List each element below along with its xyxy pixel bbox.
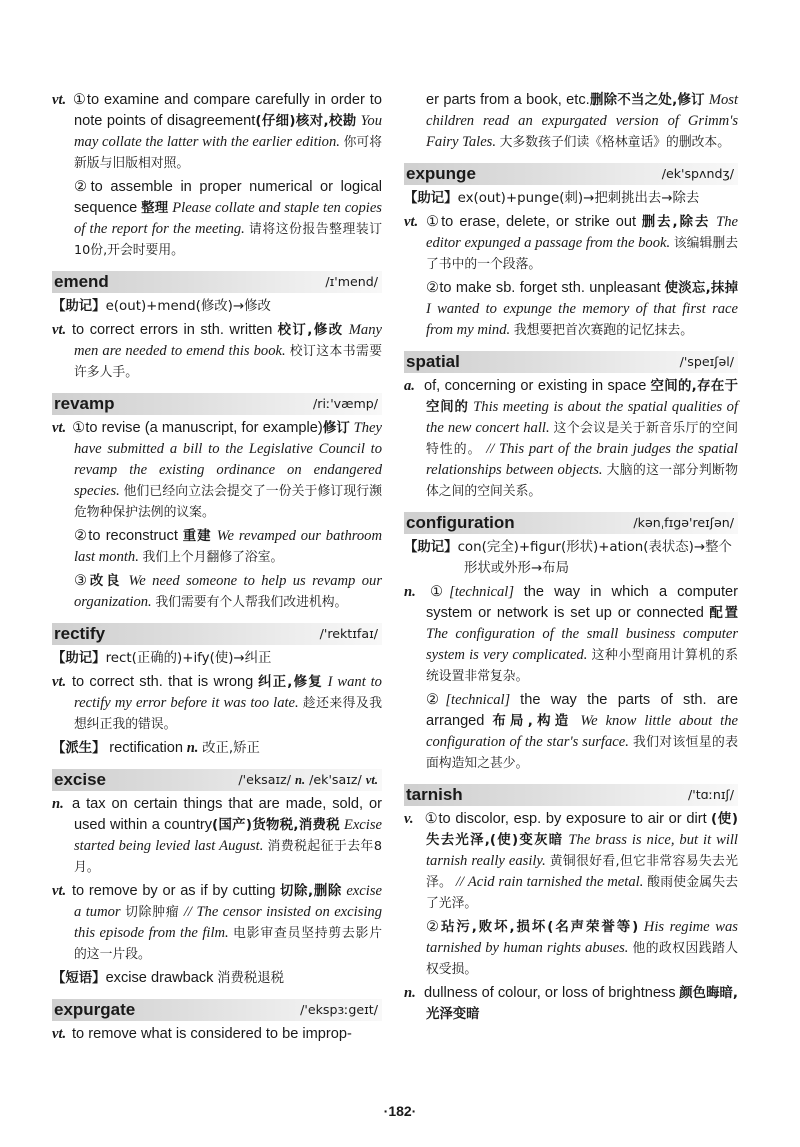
headword-configuration: configuration xyxy=(406,513,515,532)
headword-bar-expurgate xyxy=(52,999,382,1021)
headword-bar-rectify xyxy=(52,623,382,645)
headword-bar-expunge xyxy=(404,163,738,185)
headword-bar-spatial xyxy=(404,351,738,373)
headword-spatial: spatial xyxy=(406,352,460,371)
pronunciation-rectify: /'rektɪfaɪ/ xyxy=(319,626,378,641)
mnemonic-configuration: 【助记】con(完全)+figur(形状)+ation(表状态)→整个形状或外形→布局 xyxy=(404,540,732,576)
tarnish-definition-2: ②玷污,败坏,损坏(名声荣誉等) His regime was tarnished by human rights abuses. 他的政权因践踏人权受损。 xyxy=(426,919,738,977)
revamp-definition-3: ③改良 We need someone to help us revamp our organization. 我们需要有个人帮我们改进机构。 xyxy=(74,573,382,610)
mnemonic-emend: 【助记】e(out)+mend(修改)→修改 xyxy=(52,299,271,314)
headword-bar-emend xyxy=(52,271,382,293)
headword-bar-excise xyxy=(52,769,382,791)
rectify-definition: vt. to correct sth. that is wrong 纠正,修复 I want to rectify my error before it was too late. 趁还来得及我想纠正我的错误。 xyxy=(52,674,382,732)
phrase-excise: 【短语】excise drawback 消费税退税 xyxy=(52,970,285,986)
page-number: ·182· xyxy=(383,1103,417,1119)
headword-tarnish: tarnish xyxy=(406,785,463,804)
headword-bar-tarnish xyxy=(404,784,738,806)
collate-definition-1: vt. ①to examine and compare carefully in order to note points of disagreement(仔细)核对,校勘 You may collate the latter with the earlier edition. 你可将新版与旧版相对照。 xyxy=(52,92,383,171)
spatial-definition: a. of, concerning or existing in space 空间的,存在于空间的 This meeting is about the spatial qualities of the new concert hall. 这个会议是关于新音乐厅的空间特性的。 // This part of the brain judges the spatial relationships between objects. 大脑的这一部分判断物体之间的空间关系。 xyxy=(404,378,739,499)
mnemonic-rectify: 【助记】rect(正确的)+ify(使)→纠正 xyxy=(52,651,272,666)
headword-bar-configuration xyxy=(404,512,738,534)
left-column xyxy=(52,0,382,1048)
pronunciation-revamp: /riː'væmp/ xyxy=(313,396,378,411)
pronunciation-configuration: /kənˌfɪgə'reɪʃən/ xyxy=(633,515,734,530)
right-column xyxy=(404,0,738,1028)
collate-definition-2: ②to assemble in proper numerical or logical sequence 整理 Please collate and staple ten copies of the report for the meeting. 请将这份报告整理装订10份,开会时要用。 xyxy=(74,179,382,258)
excise-definition-verb: vt. to remove by or as if by cutting 切除,删除 excise a tumor 切除肿瘤 // The censor insisted on excising this episode from the film. 电影审查员坚持剪去影片的这一片段。 xyxy=(52,883,383,962)
headword-expunge: expunge xyxy=(406,164,476,183)
expunge-definition-1: vt. ①to erase, delete, or strike out 删去,除去 The editor expunged a passage from the book. 该编辑删去了书中的一个段落。 xyxy=(404,214,738,272)
pronunciation-excise: /'eksaɪz/ n. /ek'saɪz/ vt. xyxy=(238,772,378,787)
headword-excise: excise xyxy=(54,770,106,789)
expurgate-definition-start: vt. to remove what is considered to be improp- xyxy=(52,1026,352,1042)
excise-definition-noun: n. a tax on certain things that are made, sold, or used within a country(国产)货物税,消费税 Excise started being levied last August. 消费税起征于去年8月。 xyxy=(52,796,382,875)
pronunciation-spatial: /'speɪʃəl/ xyxy=(679,354,734,369)
pronunciation-expunge: /ek'spʌndʒ/ xyxy=(661,166,734,181)
headword-revamp: revamp xyxy=(54,394,115,413)
pronunciation-expurgate: /'ekspɜːgeɪt/ xyxy=(300,1002,378,1017)
headword-bar-revamp xyxy=(52,393,382,415)
derived-rectify: 【派生】 rectification n. 改正,矫正 xyxy=(52,740,260,756)
pronunciation-tarnish: /'tɑːnɪʃ/ xyxy=(687,787,734,802)
expurgate-definition-continued: er parts from a book, etc.删除不当之处,修订 Most children read an expurgated version of Grimm's Fairy Tales. 大多数孩子们读《格林童话》的删改本。 xyxy=(426,92,738,150)
headword-rectify: rectify xyxy=(54,624,106,643)
tarnish-definition-noun: n. dullness of colour, or loss of brightness 颜色晦暗,光泽变暗 xyxy=(404,985,738,1022)
configuration-definition-1: n. ①[technical] the way in which a computer system or network is set up or connected 配置 The configuration of the small business computer system is very complicated. 这种小型商用计算机的系统设置非常复杂。 xyxy=(404,584,739,684)
configuration-definition-2: ②[technical] the way the parts of sth. are arranged 布局,构造 We know little about the configuration of the star's surface. 我们对该恒星的表面构造知之甚少。 xyxy=(426,692,739,771)
revamp-definition-2: ②to reconstruct 重建 We revamped our bathroom last month. 我们上个月翻修了浴室。 xyxy=(74,528,383,565)
tarnish-definition-1: v. ①to discolor, esp. by exposure to air or dirt (使)失去光泽,(使)变灰暗 The brass is nice, but it will tarnish really easily. 黄铜很好看,但它非常容易失去光泽。 // Acid rain tarnished the metal. 酸雨使金属失去了光泽。 xyxy=(404,811,738,911)
headword-emend: emend xyxy=(54,272,109,291)
emend-definition: vt. to correct errors in sth. written 校订,修改 Many men are needed to emend this book. 校订这本书需要许多人手。 xyxy=(52,322,382,380)
revamp-definition-1: vt. ①to revise (a manuscript, for example)修订 They have submitted a bill to the Legislative Council to revamp the existing ordinance on endangered species. 他们已经向立法会提交了一份关于修订现行濒危物种保护法例的议案。 xyxy=(52,420,383,520)
headword-expurgate: expurgate xyxy=(54,1000,136,1019)
pronunciation-emend: /ɪ'mend/ xyxy=(325,274,378,289)
expunge-definition-2: ②to make sb. forget sth. unpleasant 使淡忘,抹掉 I wanted to expunge the memory of that first race from my mind. 我想要把首次赛跑的记忆抹去。 xyxy=(426,280,738,338)
mnemonic-expunge: 【助记】ex(out)+punge(刺)→把刺挑出去→除去 xyxy=(404,191,700,206)
